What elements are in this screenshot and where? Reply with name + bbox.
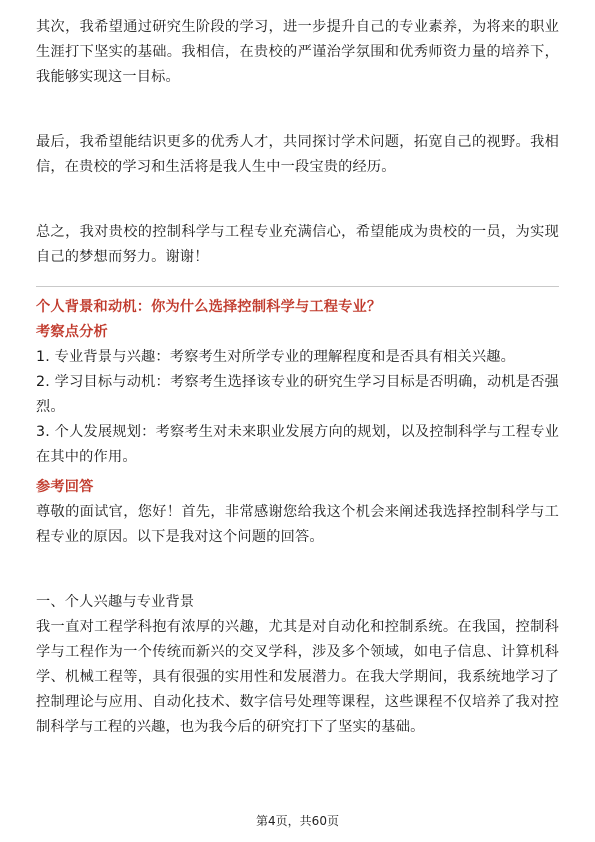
section-heading: 一、个人兴趣与专业背景: [36, 594, 195, 610]
analysis-point-1: 1. 专业背景与兴趣：考察考生对所学专业的理解程度和是否具有相关兴趣。: [36, 349, 516, 365]
analysis-heading: 考察点分析: [36, 324, 108, 340]
answer-heading: 参考回答: [36, 479, 94, 495]
section-body: 我一直对工程学科抱有浓厚的兴趣，尤其是对自动化和控制系统。在我国，控制科学与工程作为一个传统而新兴的交叉学科，涉及多个领域，如电子信息、计算机科学、机械工程等，具有很强的实用性和发展潜力。在我大学期间，我系统地学习了控制理论与应用、自动化技术、数字信号处理等课程，这些课程不仅培养了我对控制科学与工程的兴趣，也为我今后的研究打下了坚实的基础。: [36, 619, 559, 735]
question-title: 个人背景和动机：你为什么选择控制科学与工程专业？: [36, 299, 382, 315]
page-content: [36, 15, 559, 740]
intro-paragraph-2: 最后，我希望能结识更多的优秀人才，共同探讨学术问题，拓宽自己的视野。我相信，在贵校的学习和生活将是我人生中一段宝贵的经历。: [36, 134, 559, 175]
intro-paragraph-3: 总之，我对贵校的控制科学与工程专业充满信心，希望能成为贵校的一员，为实现自己的梦想而努力。谢谢！: [36, 224, 559, 265]
answer-intro: 尊敬的面试官，您好！首先，非常感谢您给我这个机会来阐述我选择控制科学与工程专业的原因。以下是我对这个问题的回答。: [36, 504, 559, 545]
analysis-point-2: 2. 学习目标与动机：考察考生选择该专业的研究生学习目标是否明确，动机是否强烈。: [36, 374, 559, 415]
analysis-point-3: 3. 个人发展规划：考察考生对未来职业发展方向的规划，以及控制科学与工程专业在其中的作用。: [36, 424, 559, 465]
intro-paragraph-1: 其次，我希望通过研究生阶段的学习，进一步提升自己的专业素养，为将来的职业生涯打下坚实的基础。我相信，在贵校的严谨治学氛围和优秀师资力量的培养下，我能够实现这一目标。: [36, 19, 559, 85]
section-divider: [36, 286, 559, 287]
page-number: 第4页，共60页: [256, 814, 339, 828]
